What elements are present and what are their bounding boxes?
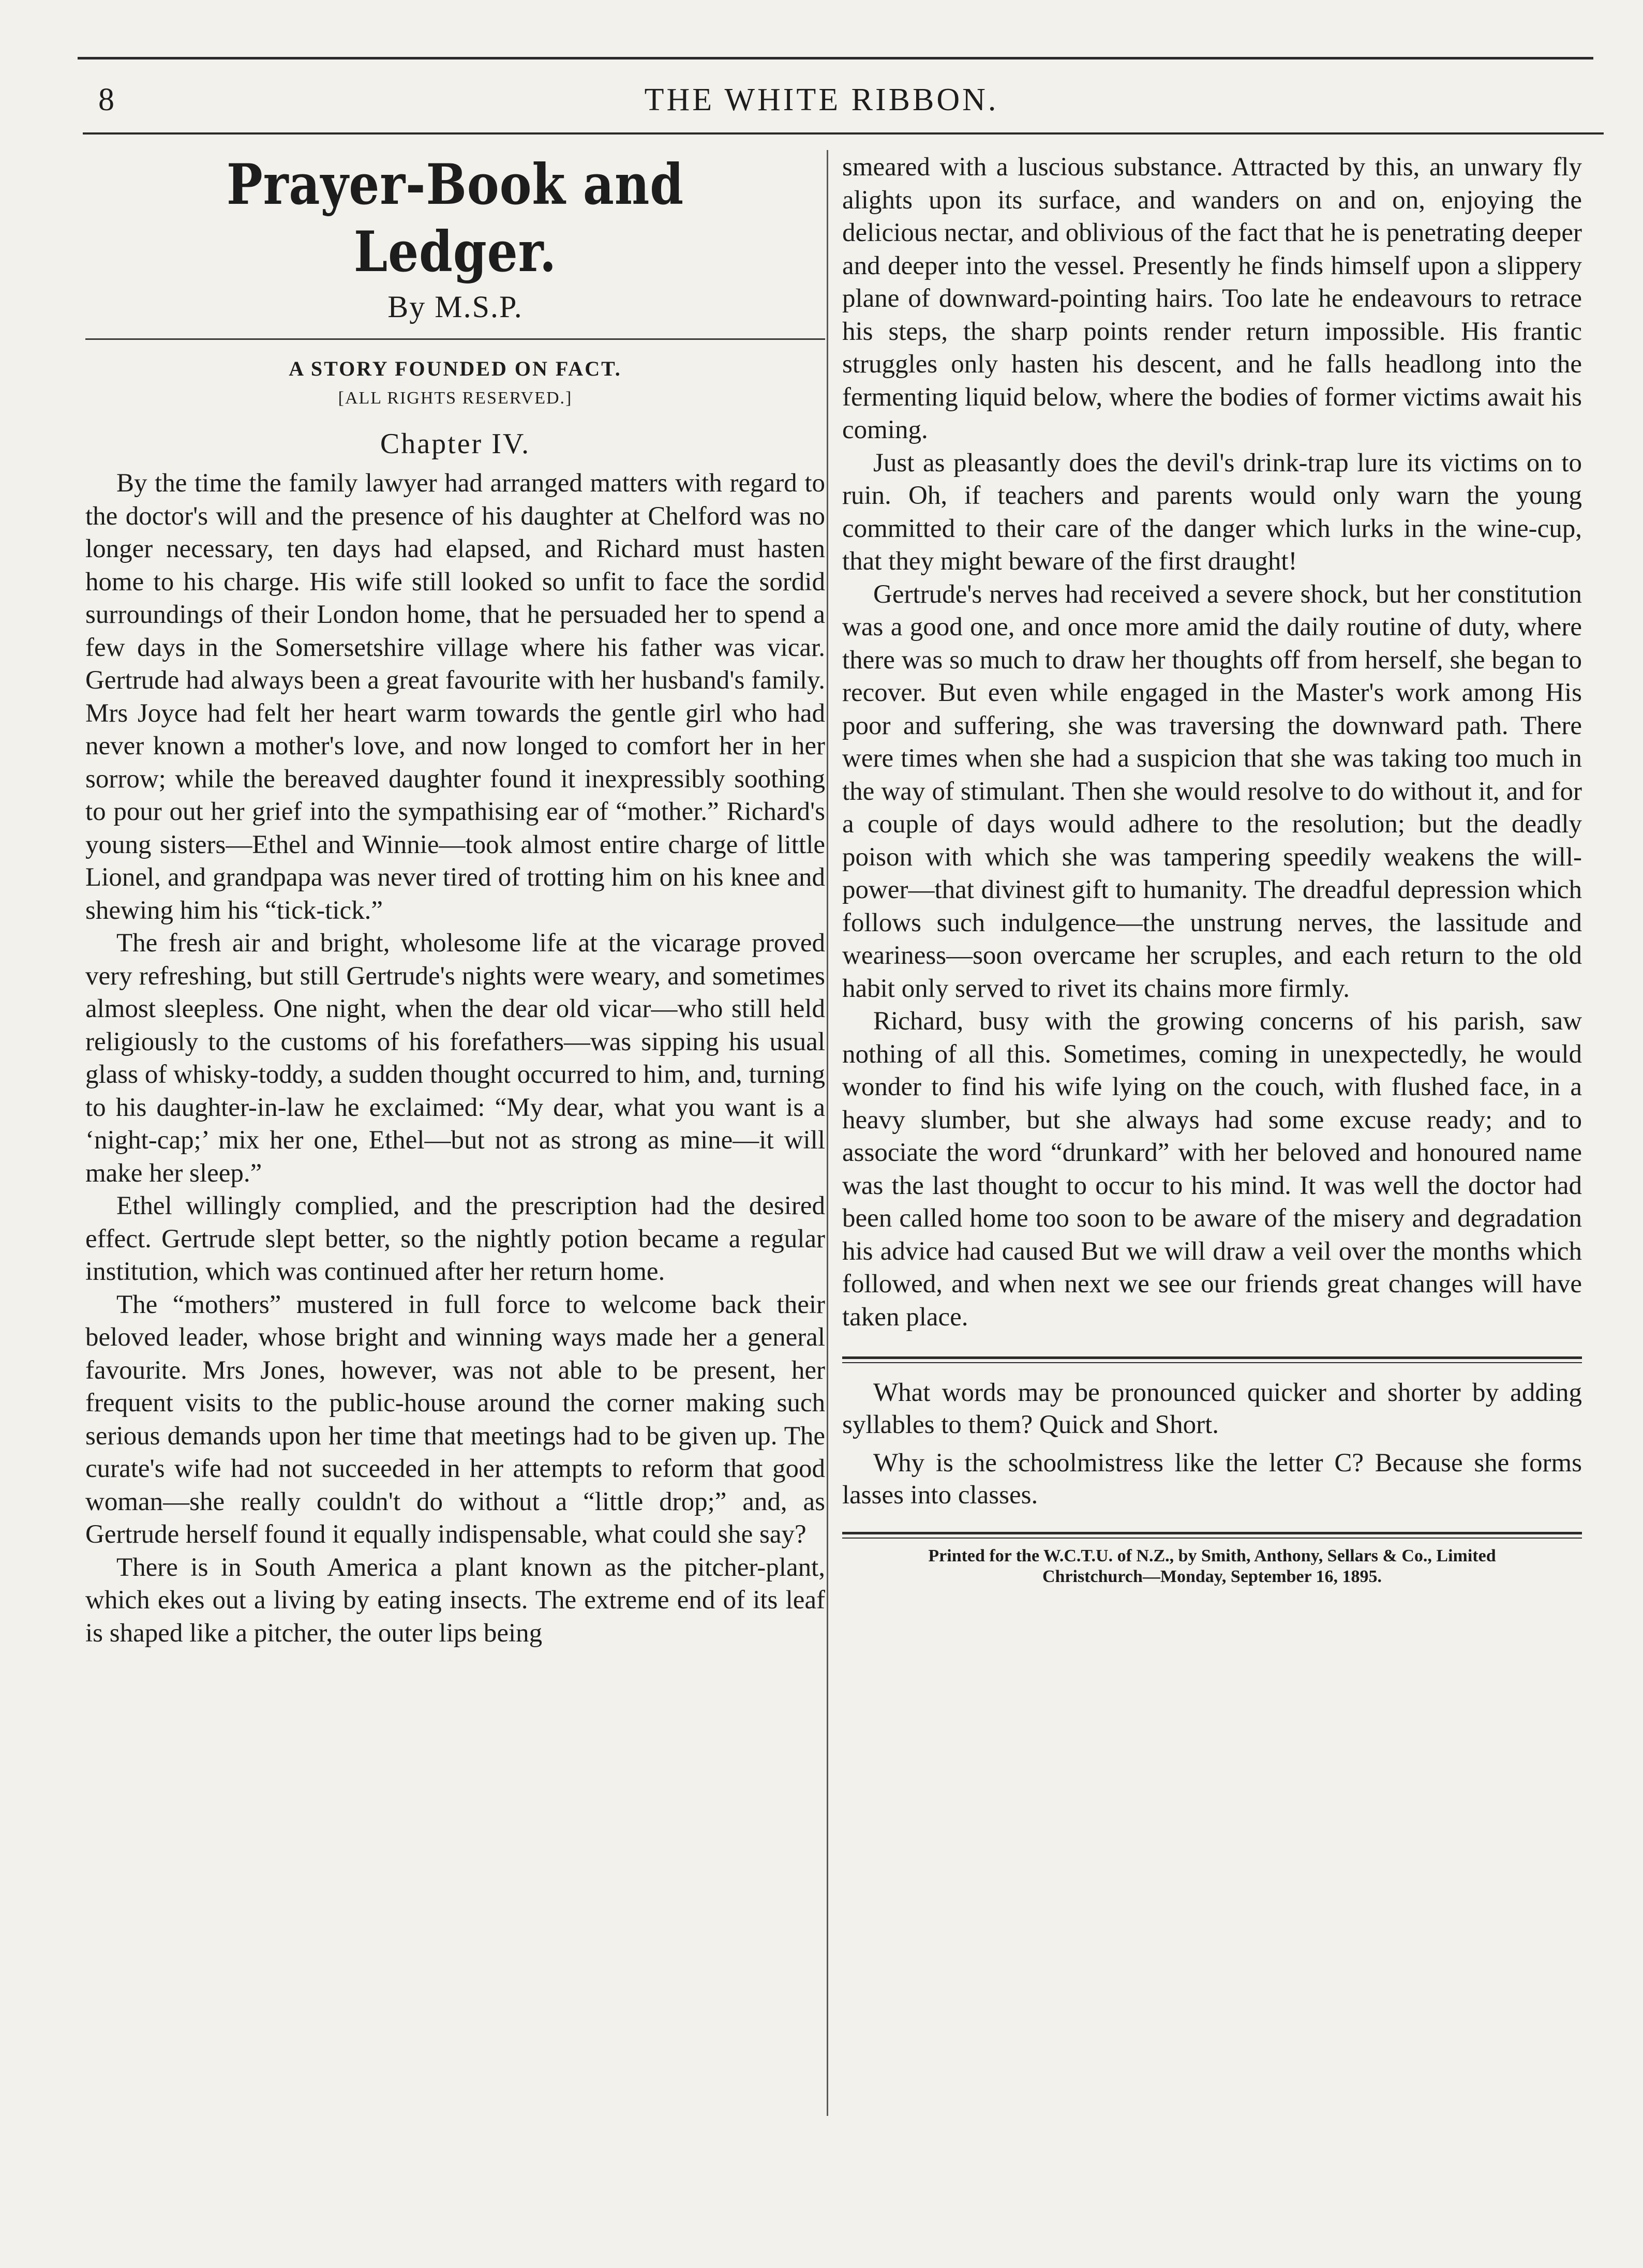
story-subtitle: A STORY FOUNDED ON FACT.	[289, 357, 622, 380]
story-title: Prayer-Book and Ledger.	[226, 152, 684, 285]
title-rule	[85, 338, 825, 340]
header-rule	[83, 132, 1604, 135]
riddle: Why is the schoolmistress like the letter C? Because she forms lasses into classes.	[842, 1449, 1582, 1510]
imprint-date: Christchurch—Monday, September 16, 1895.	[1042, 1567, 1382, 1586]
rights-notice: [ALL RIGHTS RESERVED.]	[338, 389, 573, 408]
chapter-heading: Chapter IV.	[380, 428, 531, 460]
footer-rule	[842, 1532, 1582, 1534]
story-paragraph: By the time the family lawyer had arranged matters with regard to the doctor's will and the presence of his daughter at Chelford was no longer necessary, ten days had elapsed, and Richard must hasten home to his charge. His wife still looked so unfit to face the sordid surroundings of their London home, that he persuaded her to spend a few days in the Somersetshire village where his father was vicar. Gertrude had always been a great favourite with her husband's family. Mrs Joyce had felt her heart warm towards the gentle girl who had never known a mother's love, and now longed to comfort her in her sorrow; while the bereaved daughter found it inexpressibly soothing to pour out her grief into the sympathising ear of “mother.” Richard's young sisters—Ethel and Winnie—took almost entire charge of little Lionel, and grandpapa was never tired of trotting him on his knee and shewing him his “tick-tick.”	[85, 469, 825, 925]
column-divider	[827, 150, 828, 2116]
footer-rule-thin	[842, 1538, 1582, 1539]
top-rule	[78, 57, 1593, 59]
left-column	[85, 151, 825, 1650]
story-paragraph: There is in South America a plant known as the pitcher-plant, which ekes out a living by eating insects. The extreme end of its leaf is shaped like a pitcher, the outer lips being	[85, 1553, 825, 1648]
story-paragraph: Gertrude's nerves had received a severe shock, but her constitution was a good one, and once more amid the daily routine of duty, where there was so much to draw her thoughts off from herself, she began to recover. But even while engaged in the Master's work among His poor and suffering, she was traversing the downward path. There were times when she had a suspicion that she was taking too much in the way of stimulant. Then she would resolve to do without it, and for a couple of days would adhere to the resolution; but the deadly poison with which she was tampering speedily weakens the will-power—that divinest gift to humanity. The dreadful depression which follows such indulgence—the unstrung nerves, the lassitude and weariness—soon overcame her scruples, and each return to the old habit only served to rivet its chains more firmly.	[842, 579, 1582, 1003]
riddle: What words may be pronounced quicker and shorter by adding syllables to them? Quick and Short.	[842, 1378, 1582, 1439]
story-paragraph: smeared with a luscious substance. Attracted by this, an unwary fly alights upon its surface, and wanders on and on, enjoying the delicious nectar, and oblivious of the fact that he is penetrating deeper and deeper into the vessel. Presently he finds himself upon a slippery plane of downward-pointing hairs. Too late he endeavours to retrace his steps, the sharp points render return impossible. His frantic struggles only hasten his descent, and he falls headlong into the fermenting liquid below, where the bodies of former victims await his coming.	[842, 153, 1582, 444]
byline: By M.S.P.	[387, 290, 523, 324]
story-paragraph: Just as pleasantly does the devil's drink-trap lure its victims on to ruin. Oh, if teachers and parents would only warn the young committed to their care of the danger which lurks in the wine-cup, that they might beware of the first draught!	[842, 448, 1582, 576]
page-number: 8	[98, 82, 114, 117]
imprint-line: Printed for the W.C.T.U. of N.Z., by Smith, Anthony, Sellars & Co., Limited	[928, 1546, 1496, 1565]
story-paragraph: Ethel willingly complied, and the prescription had the desired effect. Gertrude slept better, so the nightly potion became a regular institution, which was continued after her return home.	[85, 1191, 825, 1286]
section-rule-thin	[842, 1362, 1582, 1363]
story-paragraph: Richard, busy with the growing concerns of his parish, saw nothing of all this. Sometimes, coming in unexpectedly, he would wonder to find his wife lying on the couch, with flushed face, in a heavy slumber, but she always had some excuse ready; and to associate the word “drunkard” with her beloved and honoured name was the last thought to occur to his mind. It was well the doctor had been called home too soon to be aware of the misery and degradation his advice had caused But we will draw a veil over the months which followed, and when next we see our friends great changes will have taken place.	[842, 1007, 1582, 1332]
story-paragraph: The fresh air and bright, wholesome life at the vicarage proved very refreshing, but still Gertrude's nights were weary, and sometimes almost sleepless. One night, when the dear old vicar—who still held religiously to the customs of his forefathers—was sipping his usual glass of whisky-toddy, a sudden thought occurred to him, and, turning to his daughter-in-law he exclaimed: “My dear, what you want is a ‘night-cap;’ mix her one, Ethel—but not as strong as mine—it will make her sleep.”	[85, 929, 825, 1188]
publication-title: THE WHITE RIBBON.	[644, 82, 999, 117]
section-rule	[842, 1356, 1582, 1359]
story-paragraph: The “mothers” mustered in full force to welcome back their beloved leader, whose bright and winning ways made her a general favourite. Mrs Jones, however, was not able to be present, her frequent visits to the public-house around the corner making such serious demands upon her time that meetings had to be given up. The curate's wife had not succeeded in her attempts to reform that good woman—she really couldn't do without a “little drop;” and, as Gertrude herself found it equally indispensable, what could she say?	[85, 1290, 825, 1549]
right-column	[842, 151, 1582, 1587]
